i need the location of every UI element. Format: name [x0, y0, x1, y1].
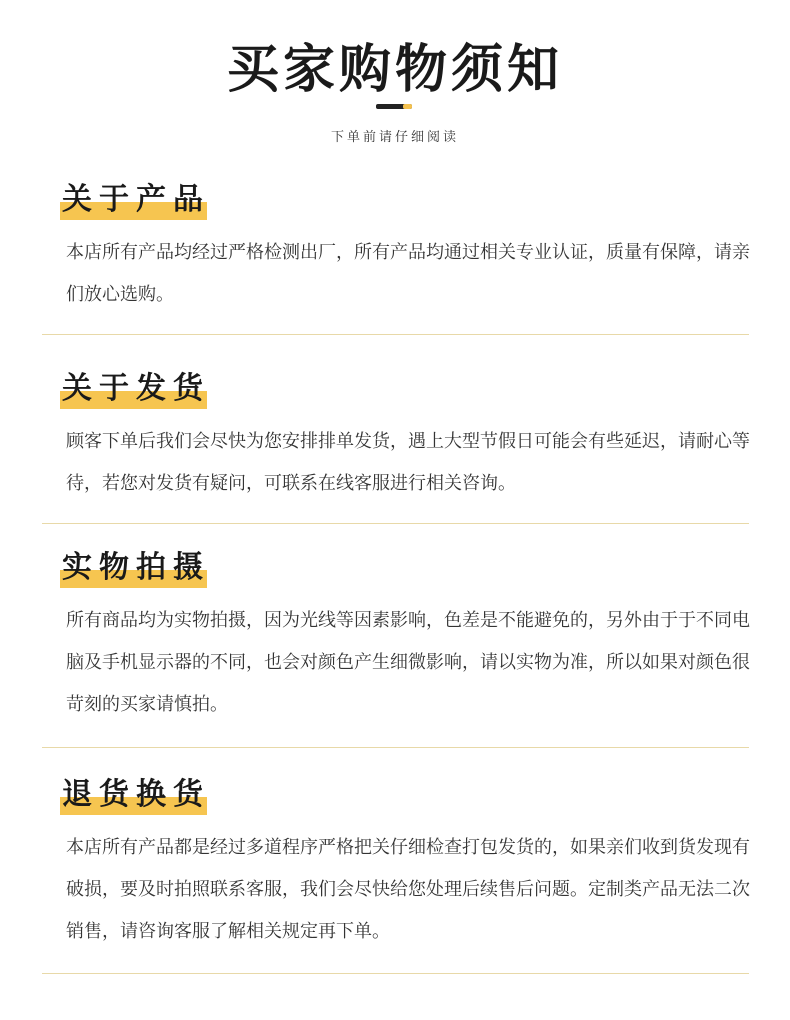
section-title: 实物拍摄 [62, 550, 210, 585]
section-divider [42, 334, 749, 335]
section-body: 本店所有产品均经过严格检测出厂，所有产品均通过相关专业认证，质量有保障，请亲们放心选购。 [66, 242, 750, 305]
section-about-products [42, 180, 749, 316]
page-subtitle: 下单前请仔细阅读 [330, 130, 459, 145]
page-header [0, 0, 790, 150]
section-title: 退货换货 [62, 777, 210, 812]
section-body: 顾客下单后我们会尽快为您安排排单发货，遇上大型节假日可能会有些延迟，请耐心等待，若您对发货有疑问，可联系在线客服进行相关咨询。 [66, 431, 750, 494]
section-title: 关于发货 [62, 371, 210, 406]
section-returns-exchanges [42, 775, 749, 953]
section-divider [42, 747, 749, 748]
section-body: 本店所有产品都是经过多道程序严格把关仔细检查打包发货的，如果亲们收到货发现有破损，要及时拍照联系客服，我们会尽快给您处理后续售后问题。定制类产品无法二次销售，请咨询客服了解相关规定再下单。 [66, 837, 750, 942]
section-real-photos [42, 548, 749, 726]
section-divider [42, 523, 749, 524]
section-about-shipping [42, 369, 749, 505]
section-body: 所有商品均为实物拍摄，因为光线等因素影响，色差是不能避免的，另外由于于不同电脑及手机显示器的不同，也会对颜色产生细微影响，请以实物为准，所以如果对颜色很苛刻的买家请慎拍。 [66, 610, 750, 715]
section-divider [42, 973, 749, 974]
section-title: 关于产品 [62, 182, 210, 217]
page-title: 买家购物须知 [226, 40, 563, 100]
title-underline-accent [403, 104, 412, 109]
